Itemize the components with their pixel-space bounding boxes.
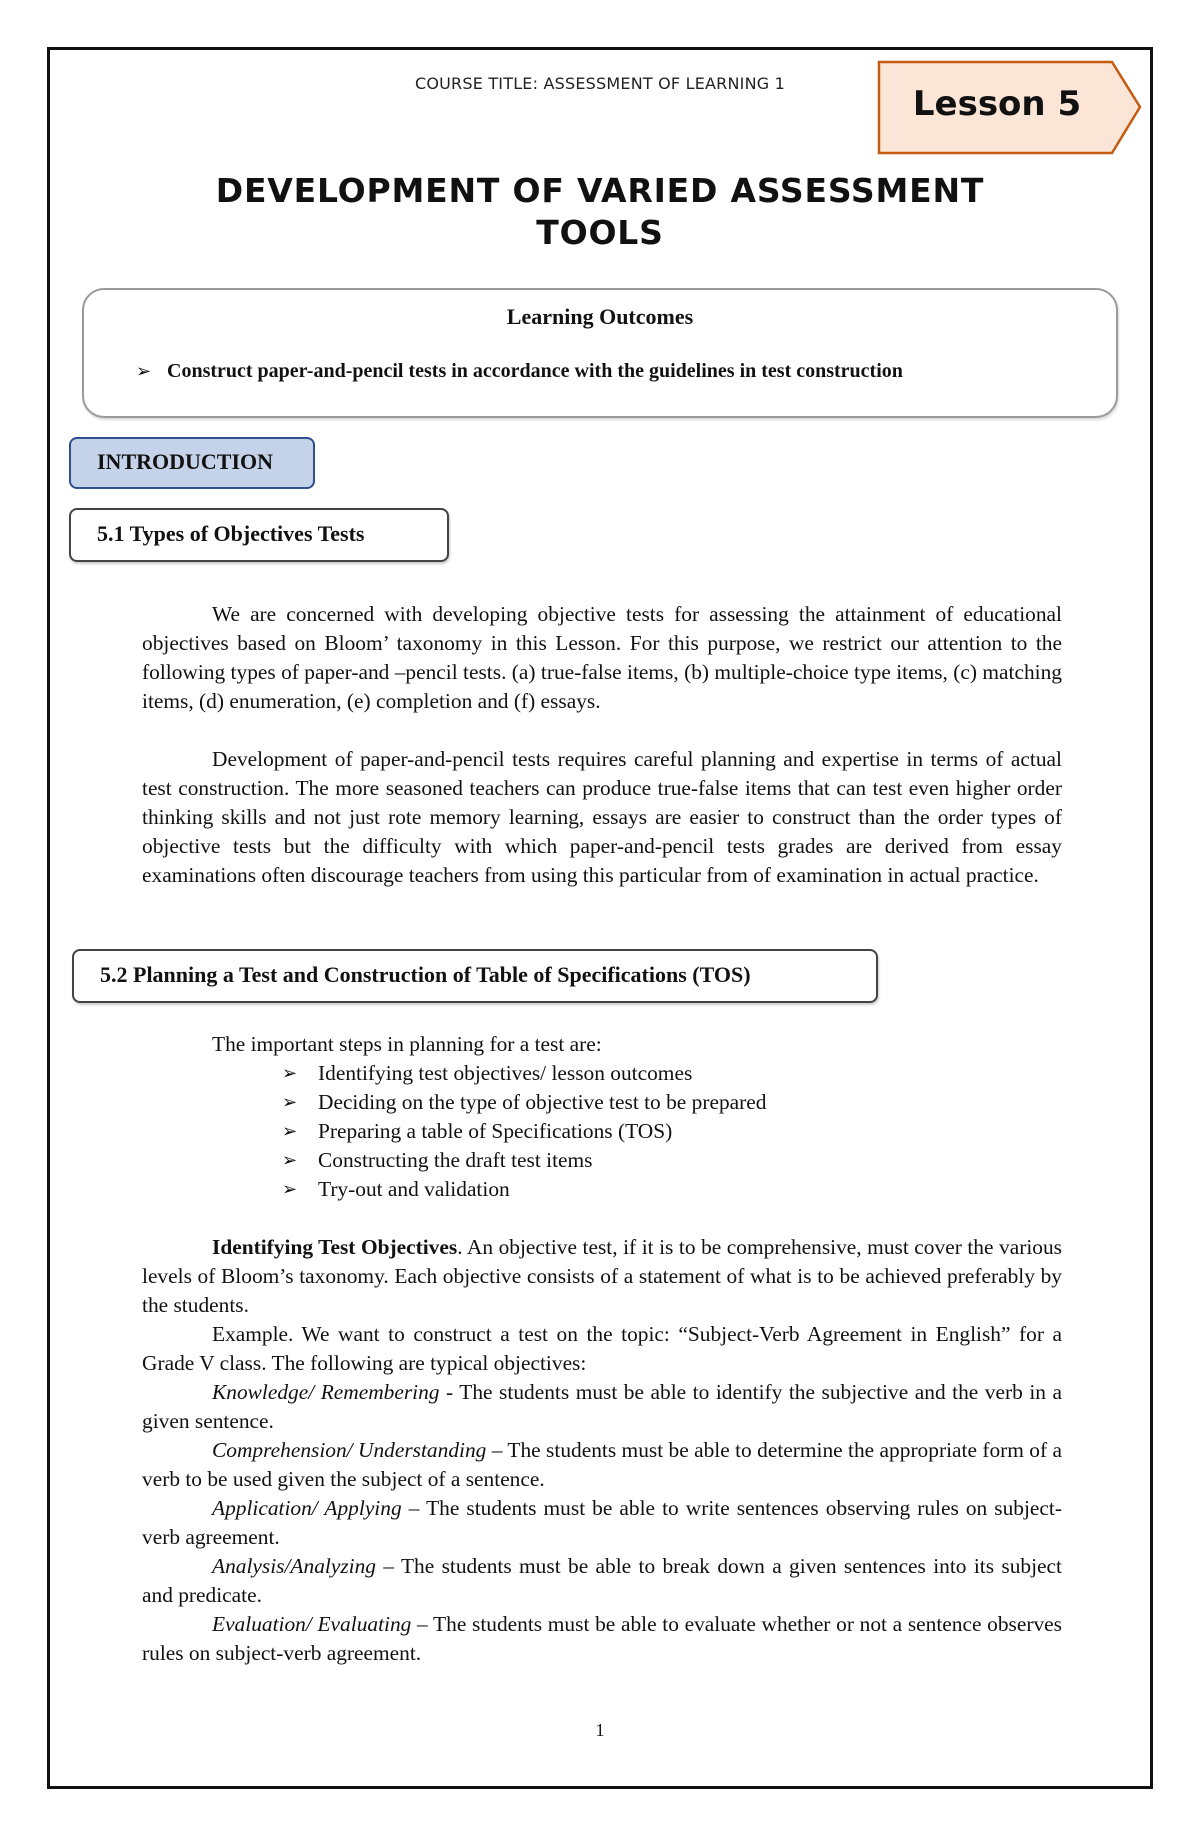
- arrow-bullet-icon: ➢: [282, 1063, 298, 1084]
- lesson-label: Lesson 5: [912, 84, 1082, 124]
- objectives-lead: Identifying Test Objectives: [212, 1235, 458, 1259]
- arrow-bullet-icon: ➢: [282, 1092, 298, 1113]
- introduction-heading: INTRODUCTION: [69, 437, 315, 489]
- learning-outcomes-box: [82, 288, 1118, 418]
- section-5-1-paragraph-1: We are concerned with developing objective tests for assessing the attainment of educational objectives based on Bloom’ taxonomy in this Lesson. For this purpose, we restrict our attention to the following types of paper-and –pencil tests. (a) true-false items, (b) multiple-choice type items, (c) matching items, (d) enumeration, (e) completion and (f) essays.: [142, 602, 1062, 713]
- section-5-2-heading: 5.2 Planning a Test and Construction of Table of Specifications (TOS): [72, 949, 878, 1003]
- list-item: ➢ Identifying test objectives/ lesson outcomes: [282, 1059, 766, 1088]
- learning-outcome-item: [136, 360, 903, 383]
- steps-intro: The important steps in planning for a test are:: [212, 1032, 602, 1056]
- objective-level-evaluation: Evaluation/ Evaluating – The students must be able to evaluate whether or not a sentence observes rules on subject-verb agreement.: [142, 1612, 1062, 1665]
- objectives-paragraph-2: Example. We want to construct a test on the topic: “Subject-Verb Agreement in English” for a Grade V class. The following are typical objectives:: [142, 1322, 1062, 1375]
- list-item: ➢ Constructing the draft test items: [282, 1146, 766, 1175]
- objective-level-comprehension: Comprehension/ Understanding – The students must be able to determine the appropriate form of a verb to be used given the subject of a sentence.: [142, 1438, 1062, 1491]
- objective-level-application: Application/ Applying – The students must be able to write sentences observing rules on subject-verb agreement.: [142, 1496, 1062, 1549]
- section-5-1-heading: 5.1 Types of Objectives Tests: [69, 508, 449, 562]
- page-title-line-1: DEVELOPMENT OF VARIED ASSESSMENT: [215, 171, 985, 210]
- lesson-badge: [877, 60, 1142, 155]
- course-title: COURSE TITLE: ASSESSMENT OF LEARNING 1: [414, 74, 786, 93]
- arrow-bullet-icon: ➢: [282, 1121, 298, 1142]
- learning-outcomes-heading: Learning Outcomes: [506, 304, 694, 329]
- arrow-bullet-icon: ➢: [282, 1179, 298, 1200]
- objectives-paragraph-1: Identifying Test Objectives. An objective test, if it is to be comprehensive, must cover the various levels of Bloom’s taxonomy. Each objective consists of a statement of what is to be achieved preferably by the students.: [142, 1235, 1062, 1317]
- arrow-bullet-icon: ➢: [136, 361, 152, 382]
- list-item: ➢ Try-out and validation: [282, 1175, 766, 1204]
- page-title: [150, 170, 1050, 254]
- objective-level-knowledge: Knowledge/ Remembering - The students must be able to identify the subjective and the verb in a given sentence.: [142, 1380, 1062, 1433]
- page-number: 1: [595, 1720, 605, 1740]
- page-title-line-2: TOOLS: [536, 213, 664, 252]
- section-5-1-paragraph-2: Development of paper-and-pencil tests requires careful planning and expertise in terms of actual test construction. The more seasoned teachers can produce true-false items that can test even higher order thinking skills and not just rote memory learning, essays are easier to construct than the order types of objective tests but the difficulty with which paper-and-pencil tests grades are derived from essay examinations often discourage teachers from using this particular from of examination in actual practice.: [142, 747, 1062, 887]
- objectives-section: [142, 1233, 1062, 1668]
- arrow-bullet-icon: ➢: [282, 1150, 298, 1171]
- planning-steps-list: [282, 1059, 766, 1204]
- list-item: ➢ Preparing a table of Specifications (TOS): [282, 1117, 766, 1146]
- objective-level-analysis: Analysis/Analyzing – The students must be able to break down a given sentences into its subject and predicate.: [142, 1554, 1062, 1607]
- learning-outcome-text: Construct paper-and-pencil tests in accordance with the guidelines in test construction: [167, 360, 903, 382]
- list-item: ➢ Deciding on the type of objective test to be prepared: [282, 1088, 766, 1117]
